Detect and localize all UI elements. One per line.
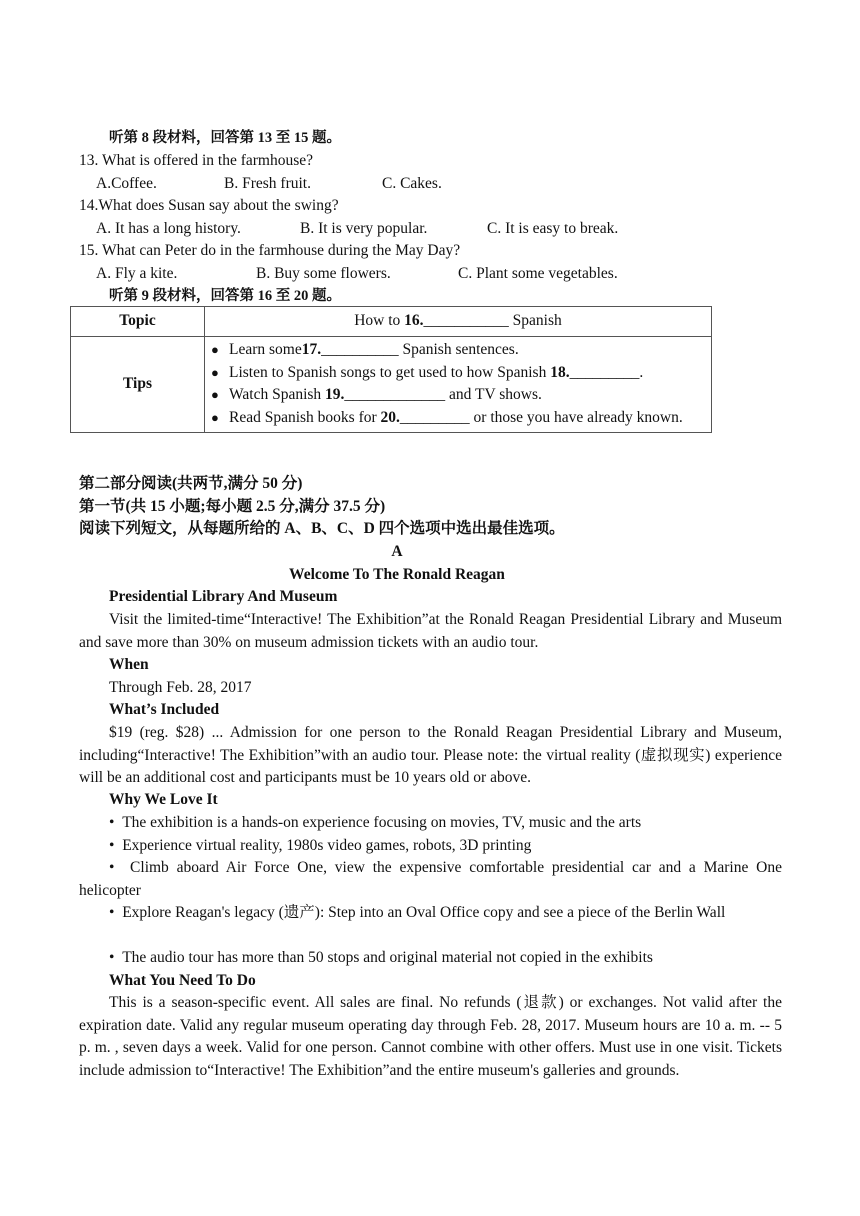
topic-text-pre: How to <box>354 312 405 330</box>
q15-option-c: C. Plant some vegetables. <box>458 265 618 282</box>
bullet-icon: ● <box>211 409 219 425</box>
love-list-item <box>79 812 782 835</box>
tip-item <box>211 339 705 362</box>
bullet-icon: • <box>109 814 115 831</box>
tip-item <box>211 384 705 407</box>
love-item-text: The exhibition is a hands‐on experience focusing on movies, TV, music and the arts <box>122 814 642 831</box>
blank-number-19: 19. <box>325 386 345 404</box>
love-list-item <box>79 857 782 902</box>
q13-option-a: A.Coffee. <box>96 175 157 192</box>
blank-number-20: 20. <box>380 408 400 426</box>
tip-text-post: _________ or those you have already known. <box>399 408 683 426</box>
section9-header: 听第 9 段材料，回答第 16 至 20 题。 <box>109 288 341 304</box>
bullet-icon: • <box>109 949 115 966</box>
todo-heading: What You Need To Do <box>109 972 256 989</box>
love-item-text: Explore Reagan's legacy (遗产): Step into an Oval Office copy and see a piece of the Berlin Wall <box>122 904 726 921</box>
bullet-icon: ● <box>211 342 219 357</box>
q15-option-b: B. Buy some flowers. <box>256 265 391 282</box>
tips-label: Tips <box>71 337 205 433</box>
included-paragraph: $19 (reg. $28) ... Admission for one person to the Ronald Reagan Presidential Library and Museum, including“Interactive! The Exhibition”with an audio tour. Please note: the virtual reality (虚拟现实) experience will be an additional cost and participants must be 10 years old or above. <box>79 724 782 787</box>
tip-text-pre: Read Spanish books for <box>229 408 381 426</box>
q13-option-b: B. Fresh fruit. <box>224 175 311 192</box>
love-item-text: Experience virtual reality, 1980s video games, robots, 3D printing <box>122 837 532 854</box>
passage-letter: A <box>391 543 403 560</box>
tip-text-pre: Learn some <box>229 341 302 358</box>
tips-list <box>205 337 712 433</box>
bullet-icon: ● <box>211 387 219 403</box>
q13-option-c: C. Cakes. <box>382 175 442 192</box>
note-table <box>70 306 712 433</box>
q13-stem: 13. What is offered in the farmhouse? <box>79 152 314 169</box>
topic-value <box>205 307 712 337</box>
love-heading: Why We Love It <box>109 791 218 808</box>
tip-text-post: _________. <box>569 363 644 381</box>
tip-text-post: _____________ and TV shows. <box>344 386 542 404</box>
blank-number-17: 17. <box>301 341 322 358</box>
tip-item <box>211 362 705 385</box>
included-heading: What’s Included <box>109 701 220 718</box>
when-heading: When <box>109 656 149 673</box>
tip-text-post: __________ Spanish sentences. <box>321 341 519 358</box>
intro-paragraph: Visit the limited‐time“Interactive! The Exhibition”at the Ronald Reagan Presidential Library and Museum and save more than 30% on museum admission tickets with an audio tour. <box>79 611 782 651</box>
blank-number-16: 16. <box>404 312 424 330</box>
tip-text-pre: Listen to Spanish songs to get used to how Spanish <box>229 363 551 381</box>
table-row-tips <box>71 337 712 433</box>
love-list-item <box>79 902 782 925</box>
passage-title: Welcome To The Ronald Reagan <box>289 566 505 583</box>
q15-option-a: A. Fly a kite. <box>96 265 178 282</box>
bullet-icon: • <box>109 859 115 876</box>
love-item-text: Climb aboard Air Force One, view the expensive comfortable presidential car and a Marine One helicopter <box>79 859 782 899</box>
love-list-item <box>79 947 782 970</box>
part2-header: 第二部分阅读(共两节,满分 50 分) <box>79 475 303 492</box>
q14-option-a: A. It has a long history. <box>96 220 241 237</box>
section8-header: 听第 8 段材料，回答第 13 至 15 题。 <box>109 130 341 146</box>
bullet-icon: • <box>109 904 115 921</box>
todo-paragraph: This is a season‐specific event. All sales are final. No refunds (退款) or exchanges. Not valid after the expiration date. Valid any regular museum operating day through Feb. 28, 2017. Museum hours are 10 a. m. -- 5 p. m. , seven days a week. Valid for one person. Cannot combine with other offers. Must use in one visit. Tickets include admission to“Interactive! The Exhibition”and the entire museum's galleries and grounds. <box>79 994 782 1079</box>
tip-text-pre: Watch Spanish <box>229 386 326 404</box>
q15-stem: 15. What can Peter do in the farmhouse during the May Day? <box>79 242 461 259</box>
when-text: Through Feb. 28, 2017 <box>109 679 252 696</box>
bullet-icon: • <box>109 837 115 854</box>
passage-subtitle: Presidential Library And Museum <box>109 588 338 605</box>
section1-header: 第一节(共 15 小题;每小题 2.5 分,满分 37.5 分) <box>79 498 386 515</box>
q14-option-b: B. It is very popular. <box>300 220 428 237</box>
blank-number-18: 18. <box>550 363 570 381</box>
topic-label: Topic <box>71 307 205 337</box>
bullet-icon: ● <box>211 364 219 380</box>
q14-stem: 14.What does Susan say about the swing? <box>79 197 339 214</box>
love-item-text: The audio tour has more than 50 stops and original material not copied in the exhibits <box>122 949 653 966</box>
tip-item <box>211 407 705 430</box>
reading-instructions: 阅读下列短文，从每题所给的 A、B、C、D 四个选项中选出最佳选项。 <box>79 520 565 537</box>
table-row-topic <box>71 307 712 337</box>
topic-text-post: ___________ Spanish <box>423 312 562 330</box>
q14-option-c: C. It is easy to break. <box>487 220 619 237</box>
love-list-item <box>79 835 782 858</box>
